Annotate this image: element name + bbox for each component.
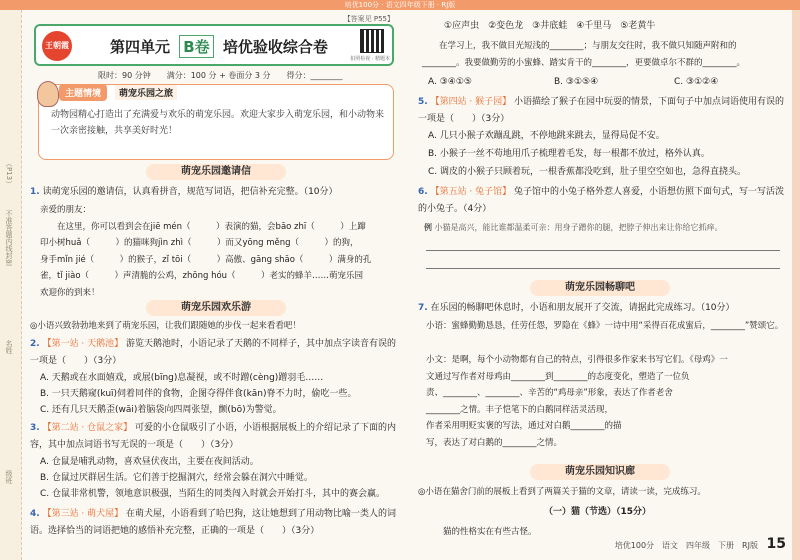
passage-line: 在学习上，我不做目光短浅的________；与朋友交往时，我不做只知随声附和的	[422, 41, 737, 51]
theme-text: 动物园精心打造出了充满爱与欢乐的萌宠乐园。欢迎大家步入萌宠乐园，和小动物来一次亲密接触，共享美好时光！	[51, 110, 385, 136]
xiaowen-dialogue	[426, 352, 786, 451]
page-number: 15	[766, 536, 786, 552]
option-4a[interactable]: A. ③④①⑤	[428, 77, 472, 87]
example-text: 小猫是高兴，能比谁都温柔可亲：用身子蹭你的腿，把脖子伸出来让你给它抓痒。	[434, 223, 723, 232]
letter-line: 印小树huǎ（ ）的猫咪狗jìn zhì（ ）而又yōng měng（ ）的狗，	[40, 238, 359, 248]
question-number: 2.	[30, 339, 40, 349]
question-number: 1.	[30, 187, 40, 197]
question-stem: 游览天鹅池时，小语记录了天鹅的不同样子，其中加点字读音有误的一项是（ ）（3分）	[30, 339, 397, 366]
footer-text: 培优100分 语文 四年级 下册 RJ版	[614, 541, 758, 550]
question-stem: 在萌犬屋，小语看到了哈巴狗，这让她想到了用动物比喻一类人的词语。选择恰当的词语把她的感悟补充完整，正确的一项是（ ）（3分）	[30, 509, 397, 536]
binding-label-bottom: 级班	[5, 470, 13, 484]
answer-line[interactable]	[426, 268, 780, 269]
question-stem: 读萌宠乐园的邀请信，认真看拼音，规范写词语，把信补充完整。（10分）	[42, 187, 338, 197]
dialogue-line: ________之情。丰子恺笔下的白鹅同样活灵活现，	[426, 404, 614, 415]
page-footer	[615, 536, 786, 552]
question-number: 4.	[30, 509, 40, 519]
child-mascot-icon	[37, 81, 59, 107]
answer-reference: 【答案见 P55】	[343, 15, 394, 23]
example-label: 例	[424, 223, 432, 232]
left-column	[26, 12, 406, 556]
letter-line: 亲爱的朋友：	[40, 205, 92, 215]
question-6	[418, 184, 786, 217]
option-4c[interactable]: C. ③①②④	[674, 77, 719, 87]
xiaoyu-dialogue: 小语：蜜蜂勤勤恳恳，任劳任怨，罗隐在《蜂》一诗中用“采得百花成蜜后，________”赞颂它。	[426, 321, 784, 331]
option-4b[interactable]: B. ③①⑤④	[554, 77, 599, 87]
question-7	[418, 300, 786, 317]
q4-passage	[422, 38, 786, 71]
section-lead: ◎小语在猫舍门前的展板上看到了两篇关于猫的文章，请读一读，完成练习。	[418, 487, 706, 497]
section-title-invitation: 萌宠乐园邀请信	[146, 164, 286, 180]
right-edge-strip	[792, 10, 800, 560]
passage-line: ________。我要做勤劳的小蜜蜂、踏实肯干的________，更要做卓尔不群的________。	[422, 57, 746, 68]
question-number: 5.	[418, 97, 428, 107]
stage-label: 【第一站 · 天鹅池】	[42, 339, 124, 349]
option-5c[interactable]: C. 调皮的小猴子只顾着玩，一根香蕉都没吃到，肚子里空空如也，急得直挠头。	[428, 167, 747, 177]
dialogue-line: 文通过写作者对母鸡由________到________的态度变化，塑造了一位负	[426, 371, 690, 382]
qr-code-icon[interactable]	[360, 29, 384, 53]
question-stem: 小语描绘了猴子在园中玩耍的情景，下面句子中加点词语使用有误的一项是（ ）（3分）	[418, 97, 785, 124]
letter-line: 身手mǐn jié（ ）的猴子，zǐ tōi（ ）高傲、gāng shāo（ ）满身的孔	[40, 254, 372, 265]
letter-line: 雀，tǐ jiào（ ）声清脆的公鸡，zhōng hóu（ ）老实的蜂羊……萌宠乐园	[40, 271, 364, 281]
test-header	[34, 24, 394, 66]
option-3b[interactable]: B. 仓鼠过厌群居生活。它们善于挖掘洞穴，经常会躲在洞穴中睡觉。	[40, 473, 313, 483]
question-stem: 在乐园的畅聊吧休息时，小语和朋友展开了交流，请据此完成练习。（10分）	[430, 303, 735, 313]
question-2	[30, 336, 400, 369]
question-5	[418, 94, 786, 127]
right-column	[414, 12, 792, 556]
section-lead: ◎小语兴致勃勃地来到了萌宠乐园，让我们跟随她的步伐一起来看看吧！	[30, 321, 301, 331]
option-3a[interactable]: A. 仓鼠是哺乳动物，喜欢昼伏夜出，主要在夜间活动。	[40, 457, 259, 467]
test-meta: 限时：90 分钟 满分：100 分 + 卷面分 3 分 得分：________	[98, 71, 343, 80]
dialogue-line: 写，表达了对白鹅的________之情。	[426, 437, 563, 448]
reading-title: （一）猫（节选）（15分）	[544, 507, 652, 517]
example-sentence	[424, 222, 786, 233]
unit-label: 第四单元	[110, 38, 171, 56]
theme-name: 萌宠乐园之旅	[115, 85, 177, 100]
reading-first-line: 猫的性格实在有些古怪。	[426, 527, 537, 537]
option-3c[interactable]: C. 仓鼠非常机警，领地意识极强，当陌生的同类闯入时就会开始打斗，其中的赛会赢。	[40, 489, 386, 499]
question-stem: 兔子馆中的小兔子格外惹人喜爱，小语想仿照下面句式，写一写活泼的小兔子。（4分）	[418, 187, 785, 214]
question-1	[30, 184, 400, 201]
binding-label-top: （P13）	[5, 160, 13, 188]
binding-label-lower: 名姓	[5, 340, 13, 354]
stage-label: 【第五站 · 兔子馆】	[430, 187, 512, 197]
question-number: 7.	[418, 303, 428, 313]
page-title	[110, 35, 328, 58]
stage-label: 【第四站 · 猴子园】	[430, 97, 512, 107]
section-title-tour: 萌宠乐园欢乐游	[146, 300, 286, 316]
option-2a[interactable]: A. 天鹅或在水面嬉戏，或展(bīng)息凝视，或不时蹭(cèng)蹭羽毛……	[40, 373, 324, 383]
section-title-knowledge: 萌宠乐园知识廊	[530, 464, 670, 480]
option-5b[interactable]: B. 小猴子一丝不苟地用爪子梳理着毛发，每一根都不放过，格外认真。	[428, 149, 710, 159]
binding-label-middle: 不准答题内线封密	[5, 210, 13, 266]
top-banner: 培优100分 · 语文四年级下册 · RJ版	[0, 0, 800, 10]
volume-badge: B卷	[179, 35, 213, 58]
option-2b[interactable]: B. 一只天鹅窥(kuī)伺着同伴的食物，企图夺得伴食(kān)脊不力时，偷吃一些。	[40, 389, 357, 399]
stage-label: 【第三站 · 萌犬屋】	[42, 509, 124, 519]
option-5a[interactable]: A. 几只小猴子欢蹦乱跳，不停地跳来跳去，显得局促不安。	[428, 131, 665, 141]
option-2c[interactable]: C. 还有几只天鹅歪(wāi)着脑袋向四周张望，颤(bō)为警觉。	[40, 405, 282, 415]
dialogue-line: 作者采用明贬实褒的写法，通过对白鹅________的描	[426, 421, 622, 431]
theme-box	[38, 84, 394, 160]
answer-line[interactable]	[426, 250, 780, 251]
question-4	[30, 506, 400, 539]
question-3	[30, 420, 400, 453]
theme-tag: 主题情境	[59, 84, 107, 101]
word-choices: ①应声虫 ②变色龙 ③井底蛙 ④千里马 ⑤老黄牛	[444, 21, 656, 31]
question-stem: 可爱的小仓鼠吸引了小语，小语根据展板上的介绍记录了下面的内容，其中加点词语书写无误的一项是（ ）（3分）	[30, 423, 397, 450]
section-title-chat: 萌宠乐园畅聊吧	[530, 280, 670, 296]
qr-caption: 拍照检视 · 精题本	[350, 56, 390, 62]
brand-logo: 王朝霞	[42, 31, 72, 61]
dialogue-line: 责、________、________、辛苦的“鸡母亲”形象，表达了作者老舍	[426, 388, 673, 398]
letter-line: 欢迎你的到来！	[40, 287, 100, 298]
letter-line: 在这里，你可以看到会在jiē mén（ ）表演的猫，会bāo zhī（ ）上蹿	[40, 221, 366, 232]
question-number: 3.	[30, 423, 40, 433]
question-number: 6.	[418, 187, 428, 197]
test-title: 培优验收综合卷	[222, 38, 328, 56]
stage-label: 【第二站 · 仓鼠之家】	[42, 423, 133, 433]
dialogue-line: 小文：是啊，每个小动物都有自己的特点，引得很多作家来书写它们。《母鸡》一	[426, 355, 728, 365]
binding-margin	[0, 10, 22, 560]
invitation-letter	[40, 202, 402, 301]
